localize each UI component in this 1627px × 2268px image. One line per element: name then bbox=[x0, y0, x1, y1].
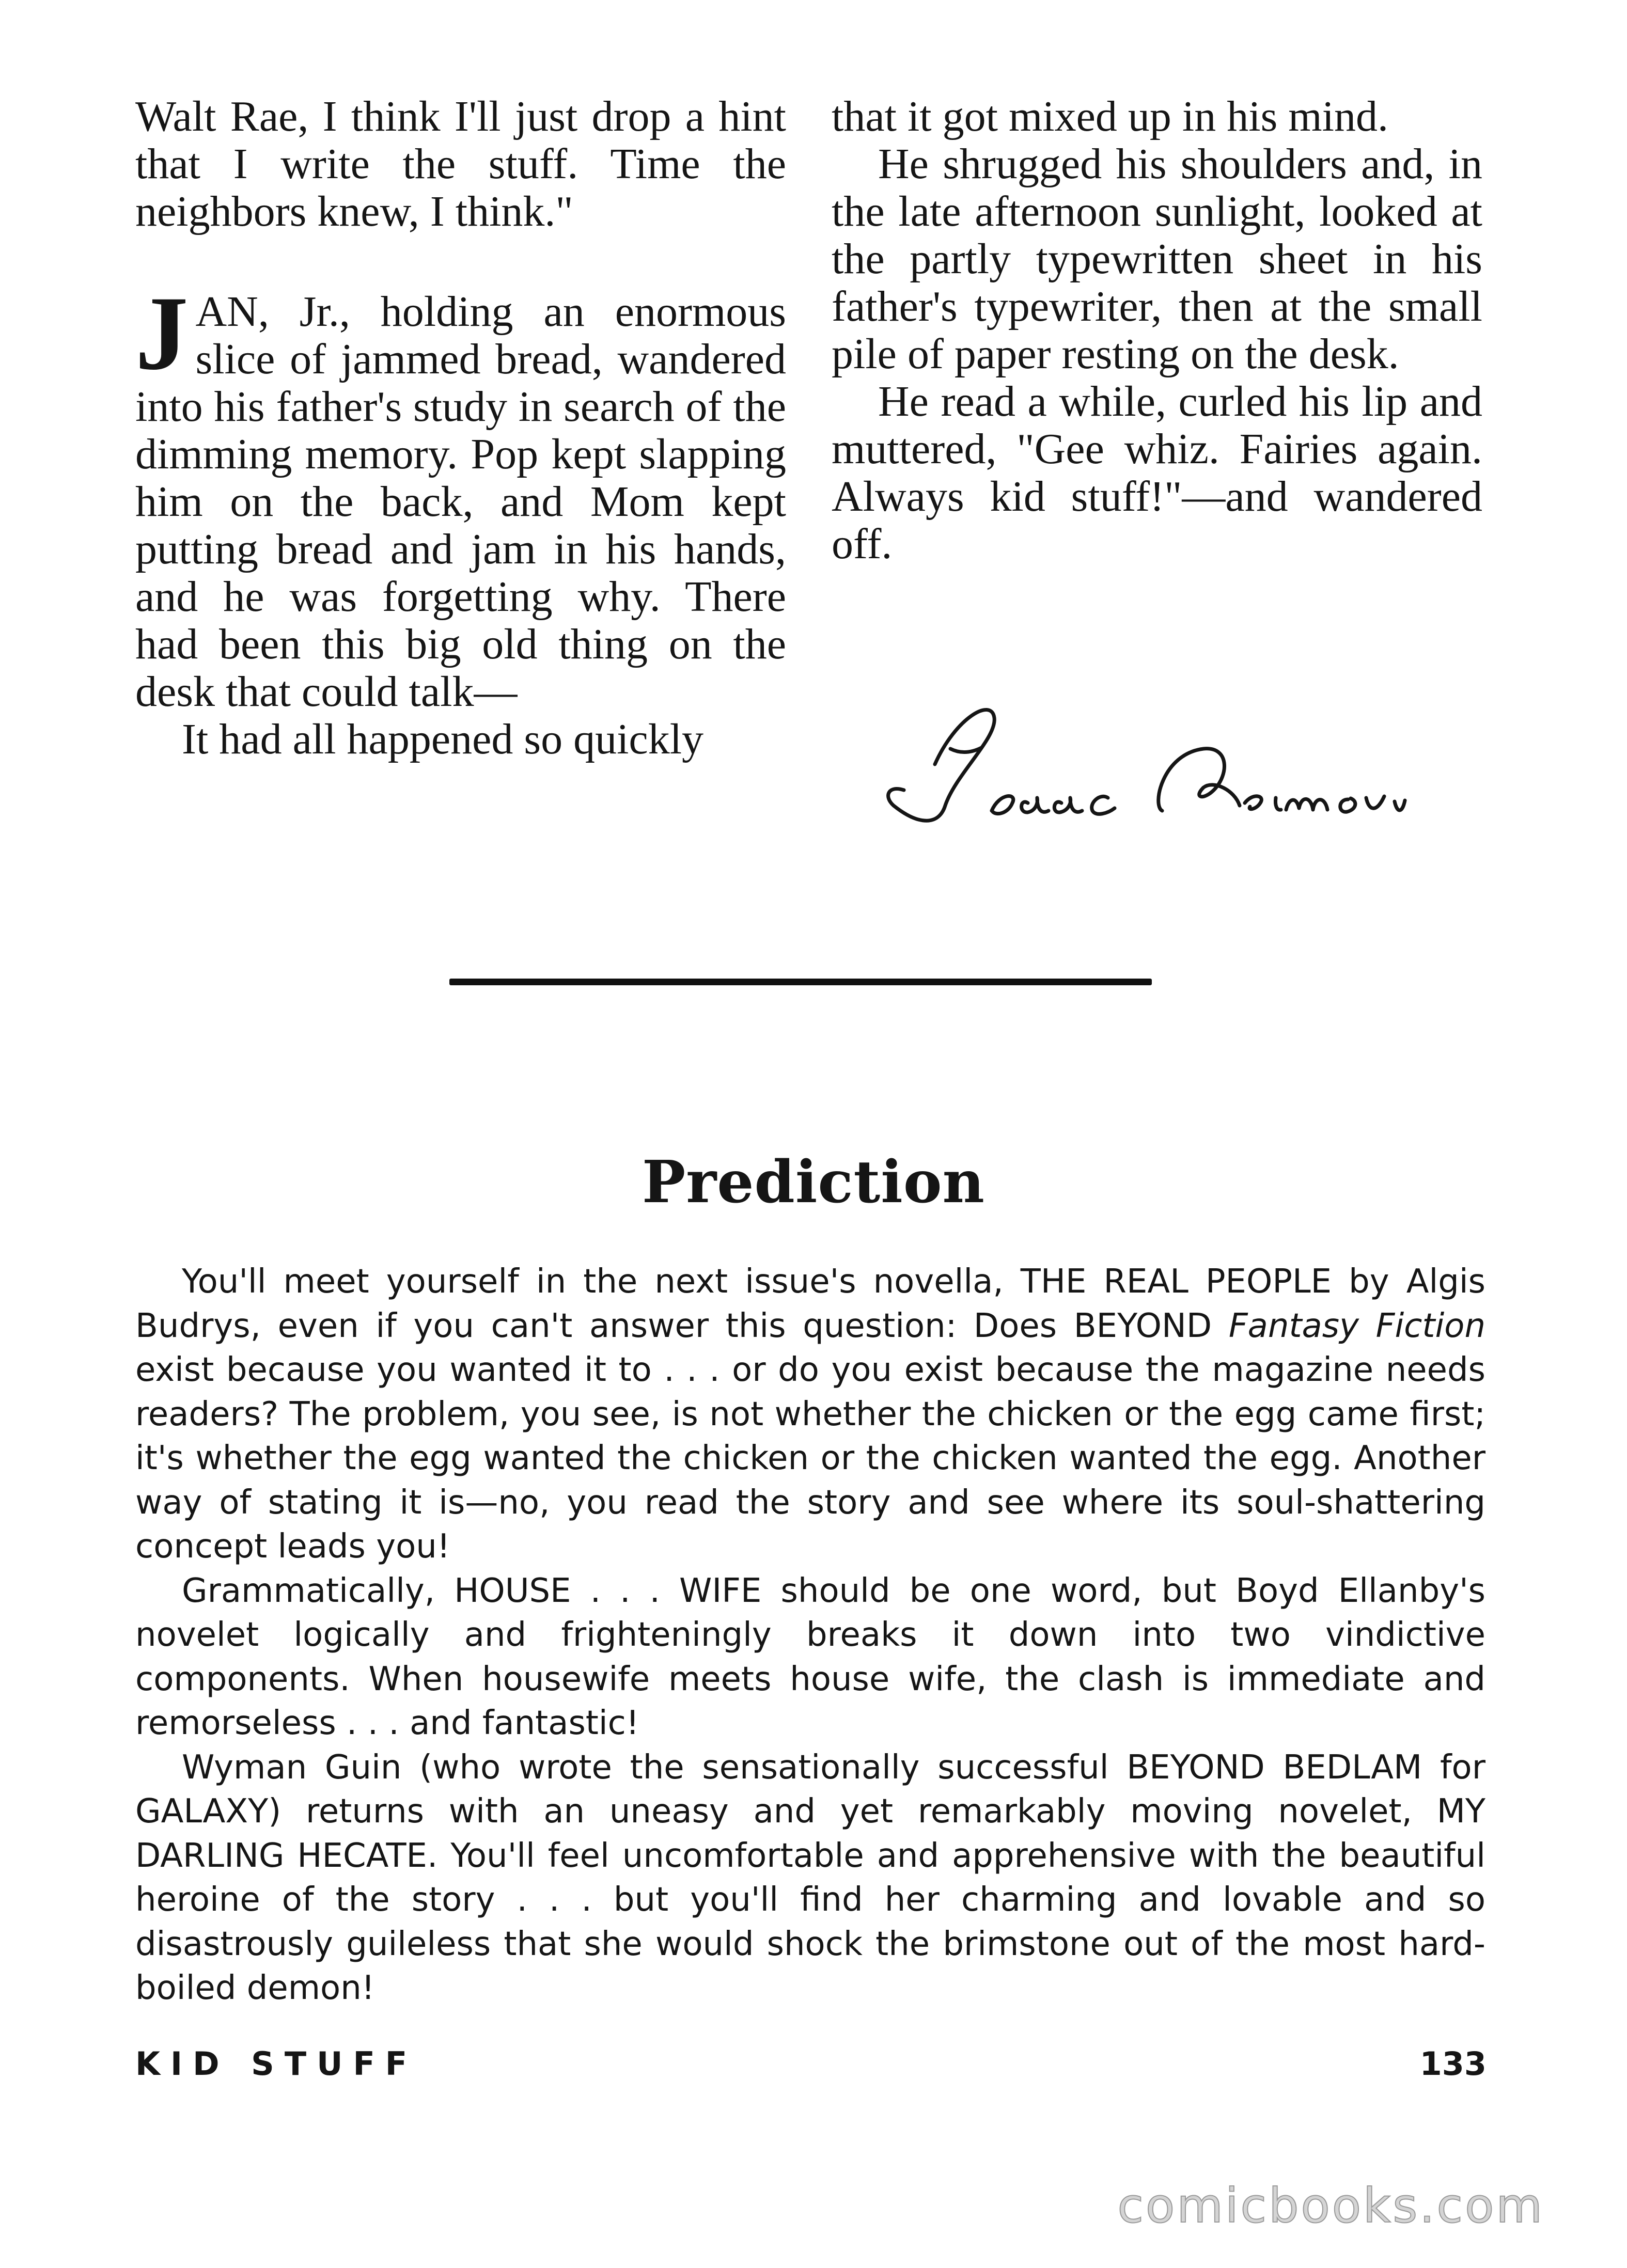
story-paragraph: It had all happened so quickly bbox=[182, 715, 704, 763]
prediction-text: exist because you wanted it to . . . or do you exist because the magazine needs readers? The problem, you see, is not whether the chicken or the egg came first; it's whether the egg wanted the chicken or the chicken wanted the egg. Another way of stating it is—no, you read the story and see where its soul-shattering concept leads you! bbox=[135, 1351, 1485, 1566]
prediction-text: You'll meet yourself in the next issue's novella, THE REAL PEOPLE by Algis Budrys, even if you can't answer this question: Does BEYOND bbox=[135, 1263, 1485, 1345]
author-signature bbox=[873, 687, 1482, 842]
story-left-column bbox=[135, 93, 786, 763]
drop-cap: J bbox=[135, 275, 189, 392]
story-paragraph: that it got mixed up in his mind. bbox=[832, 92, 1388, 140]
story-paragraph: Walt Rae, I think I'll just drop a hint that I write the stuff. Time the neighbors knew, I think." bbox=[135, 92, 786, 235]
site-watermark: comicbooks.com bbox=[1117, 2178, 1544, 2233]
running-title: KID STUFF bbox=[135, 2045, 418, 2083]
story-paragraph-dropcap bbox=[135, 275, 786, 716]
story-paragraph: He shrugged his shoulders and, in the late afternoon sunlight, looked at the partly typewritten sheet in his father's typewriter, then at the small pile of paper resting on the desk. bbox=[832, 140, 1482, 378]
page-number: 133 bbox=[1419, 2045, 1487, 2083]
story-right-column bbox=[832, 93, 1482, 568]
prediction-heading: Prediction bbox=[642, 1148, 985, 1216]
story-paragraph-text: AN, Jr., holding an enormous slice of jammed bread, wandered into his father's study in search of the dimming memory. Pop kept slapping him on the back, and Mom kept putting bread and jam in his hands, and he was forgetting why. There had been this big old thing on the desk that could talk— bbox=[135, 288, 786, 716]
prediction-paragraph: Grammatically, HOUSE . . . WIFE should be one word, but Boyd Ellanby's novelet logically and frighteningly breaks it down into two vindictive components. When housewife meets house wife, the clash is immediate and remorseless . . . and fantastic! bbox=[135, 1571, 1485, 1742]
magazine-title-italic: Fantasy Fiction bbox=[1228, 1306, 1486, 1345]
prediction-paragraph: Wyman Guin (who wrote the sensationally successful BEYOND BEDLAM for GALAXY) returns with an uneasy and yet remarkably moving novelet, MY DARLING HECATE. You'll feel uncomfortable and apprehensive with the beautiful heroine of the story . . . but you'll find her charming and lovable and so disastrously guileless that she would shock the brimstone out of the most hard-boiled demon! bbox=[135, 1748, 1485, 2007]
prediction-paragraph bbox=[135, 1260, 1485, 1569]
section-divider bbox=[449, 979, 1152, 985]
prediction-body bbox=[135, 1260, 1485, 2011]
story-paragraph: He read a while, curled his lip and muttered, "Gee whiz. Fairies again. Always kid stuff!"—and wandered off. bbox=[832, 377, 1482, 568]
